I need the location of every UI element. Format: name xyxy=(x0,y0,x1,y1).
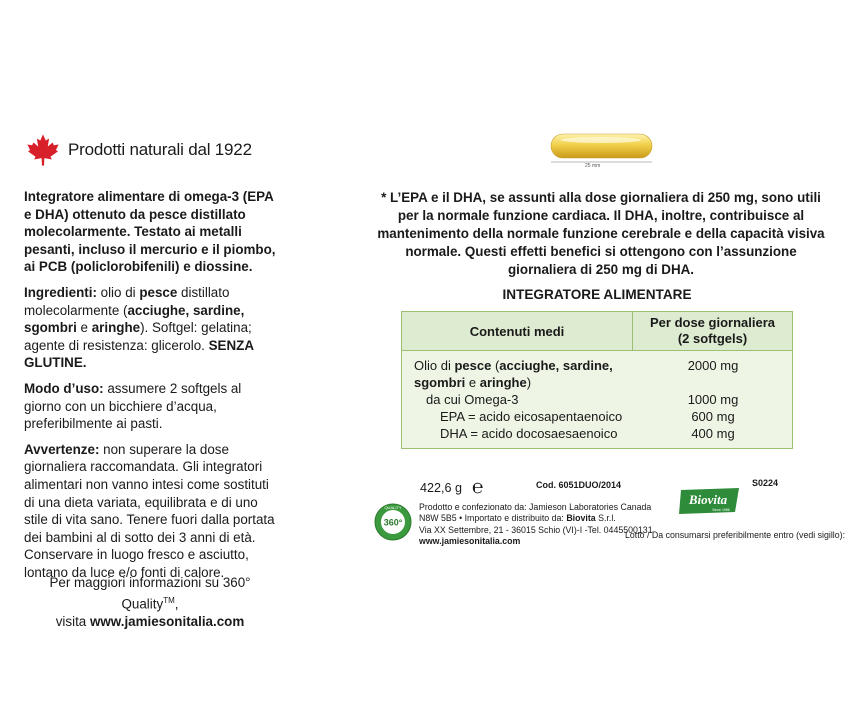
biovita-logo xyxy=(677,486,741,516)
table-values xyxy=(634,357,792,442)
quality-360-badge-icon xyxy=(373,502,413,542)
oil-value: 2000 mg xyxy=(687,358,739,373)
usage-paragraph xyxy=(24,380,276,433)
oil-paren: ) xyxy=(526,375,532,390)
biovita-logo-text: Biovita xyxy=(688,492,728,507)
header-dose xyxy=(633,312,792,350)
epa-value: 600 mg xyxy=(691,409,735,424)
maker-line-3: Via XX Settembre, 21 - 36015 Schio (VI)-I -Tel. 0445500131 xyxy=(419,524,653,535)
quality-label: QUALITY xyxy=(384,505,402,510)
omega-value: 1000 mg xyxy=(687,392,739,407)
brand-line xyxy=(26,133,252,167)
maker-line-2a: N8W 5B5 • Importato e distribuito da: xyxy=(419,513,567,524)
usage-text: assumere 2 softgels al giorno con un bicchiere d’acqua, preferibilmente ai pasti. xyxy=(24,380,242,432)
quality-360-text: 360° xyxy=(383,517,403,528)
ingredients-species: aringhe xyxy=(91,320,141,336)
gluten-free-label: SENZA GLUTINE. xyxy=(24,337,254,371)
net-weight xyxy=(420,477,484,498)
product-intro: Integratore alimentare di omega-3 (EPA e DHA) ottenuto da pesce distillato molecolarmente. Testato ai metalli pesanti, incluso il mercurio e il piombo, ai PCB (policlorobifenili) e diossine. xyxy=(24,189,276,275)
ingredients-species: acciughe, sardine, sgombri xyxy=(24,302,245,336)
oil-row-label-2 xyxy=(414,374,634,391)
estimated-sign-icon: ℮ xyxy=(472,477,484,498)
warnings-label: Avvertenze: xyxy=(24,441,100,457)
table-title: INTEGRATORE ALIMENTARE xyxy=(502,287,692,302)
warnings-paragraph xyxy=(24,441,276,582)
biovita-since-text: Since 1986 xyxy=(712,508,730,512)
website-link[interactable]: www.jamiesonitalia.com xyxy=(89,614,245,630)
warnings-text: non superare la dose giornaliera raccomandata. Gli integratori alimentari non vanno intesi come sostituti di una dieta variata, equilibrata e di uno stile di vita sano. Tenere fuori dalla portata dei bambini al di sotto dei 3 anni di età. Conservare in luogo fresco e asciutto, lontano da luce e/o fonti di calore. xyxy=(24,441,275,580)
trademark: TM xyxy=(163,596,175,605)
omega-row-label: da cui Omega-3 xyxy=(426,392,519,407)
maker-website[interactable]: www.jamiesonitalia.com xyxy=(419,536,521,547)
maple-leaf-icon xyxy=(26,133,60,167)
header-content: Contenuti medi xyxy=(402,312,633,350)
dha-row-label: DHA = acido docosaesaenoico xyxy=(440,426,618,441)
oil-fish: pesce xyxy=(454,358,492,373)
weight-value: 422,6 g xyxy=(420,481,463,495)
ingredients-text: olio di xyxy=(96,284,140,300)
capsule-size-label: 25 mm xyxy=(585,163,601,169)
ingredients-text: ). Softgel: gelatina; agente di resistenza: glicerolo. xyxy=(24,320,252,353)
product-code: Cod. 6051DUO/2014 xyxy=(536,480,622,490)
ingredients-label: Ingredienti: xyxy=(24,284,97,300)
maker-line-1: Prodotto e confezionato da: Jamieson Laboratories Canada xyxy=(419,502,652,512)
ingredients-paragraph xyxy=(24,284,276,372)
ingredients-text: distillato molecolarmente ( xyxy=(24,284,230,318)
dha-value: 400 mg xyxy=(691,426,735,441)
oil-and: e xyxy=(465,375,480,390)
s-code: S0224 xyxy=(752,478,779,488)
oil-species: acciughe, sardine, xyxy=(499,358,613,373)
header-dose-line1: Per dose giornaliera xyxy=(650,315,775,330)
more-info-text: Per maggiori informazioni su 360° Quality xyxy=(49,575,251,612)
table-labels xyxy=(402,357,634,442)
oil-paren: ( xyxy=(491,358,500,373)
oil-species: sgombri xyxy=(414,375,466,390)
maker-line-2c: S.r.l. xyxy=(595,513,616,524)
health-claim: * L’EPA e il DHA, se assunti alla dose giornaliera di 250 mg, sono utili per la normale funzione cardiaca. Il DHA, inoltre, contribuisce al mantenimento della normale funzione cerebrale e della capacità visiva normale. Questi effetti benefici si ottengono con l’assunzione giornaliera di 250 mg di DHA. xyxy=(377,190,825,277)
brand-tagline: Prodotti naturali dal 1922 xyxy=(68,140,252,159)
oil-species: aringhe xyxy=(479,375,527,390)
nutrition-table xyxy=(401,311,793,449)
epa-row-label: EPA = acido eicosapentaenoico xyxy=(440,409,623,424)
oil-row-label xyxy=(414,357,634,374)
manufacturer-info xyxy=(419,502,653,548)
header-dose-line2: (2 softgels) xyxy=(677,331,748,346)
maker-line-2 xyxy=(419,513,653,524)
lot-expiry-label: Lotto / Da consumarsi preferibilmente entro (vedi sigillo): xyxy=(625,530,846,540)
softgel-capsule-image xyxy=(549,131,654,161)
table-header xyxy=(402,312,792,351)
capsule-scale-line xyxy=(549,160,654,164)
ingredients-text: e xyxy=(76,320,92,336)
table-body xyxy=(402,351,792,448)
oil-prefix: Olio di xyxy=(414,358,455,373)
left-column xyxy=(24,188,276,589)
more-info-comma: , xyxy=(174,596,179,612)
more-info xyxy=(24,574,276,631)
spacer xyxy=(634,374,792,391)
visit-text: visita xyxy=(55,614,90,630)
ingredients-fish: pesce xyxy=(139,284,178,300)
usage-label: Modo d’uso: xyxy=(24,380,104,396)
maker-line-2b: Biovita xyxy=(566,513,596,524)
